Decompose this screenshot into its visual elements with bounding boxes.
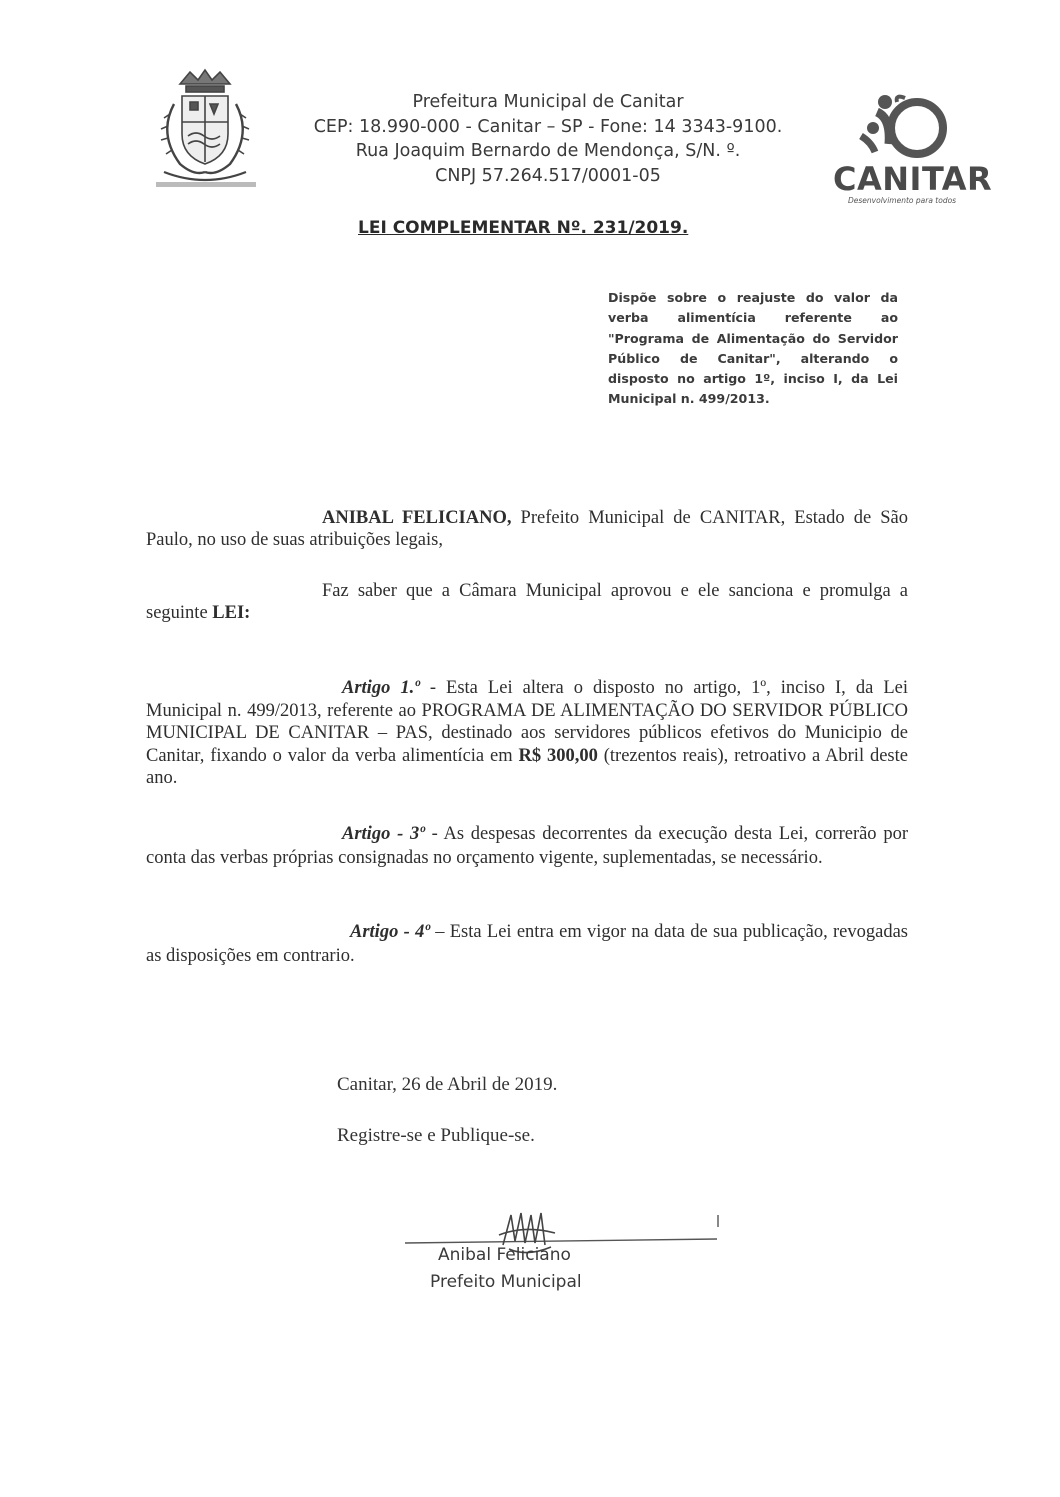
signatory-name: Anibal Feliciano [438,1245,571,1265]
cnpj-line: CNPJ 57.264.517/0001-05 [435,165,661,186]
article-3-label: Artigo - 3º [342,824,425,844]
mayor-text: Prefeito Municipal de CANITAR, Estado de São Paulo, no uso de suas atribuições legais, [146,508,908,550]
law-title: LEI COMPLEMENTAR Nº. 231/2019. [358,218,689,238]
signatory-role: Prefeito Municipal [430,1272,582,1292]
article-1 [146,677,908,790]
contact-line: CEP: 18.990-000 - Canitar – SP - Fone: 14 3343-9100. [313,116,783,137]
logo-wordmark: CANITAR [833,160,993,198]
enactment-paragraph [146,580,908,624]
article-1-label: Artigo 1.º [342,678,420,698]
header-block [278,90,818,188]
institution-name: Prefeitura Municipal de Canitar [412,92,684,112]
law-ementa: Dispõe sobre o reajuste do valor da verba alimentícia referente ao "Programa de Alimentação do Servidor Público de Canitar", alterando o disposto no artigo 1º, inciso I, da Lei Municipal n. 499/2013. [608,290,898,407]
enact-bold: LEI: [212,603,251,623]
address-line: Rua Joaquim Bernardo de Mendonça, S/N. º. [355,141,741,161]
article-1-text-b: (trezentos reais), retroativo a Abril deste ano. [146,745,908,788]
place-date: Canitar, 26 de Abril de 2019. [337,1074,558,1095]
article-3-text: - As despesas decorrentes da execução desta Lei, correrão por conta das verbas próprias consignadas no orçamento vigente, suplementadas, se necessário. [146,824,908,868]
article-4-label: Artigo - 4º [350,922,430,942]
enact-text: Faz saber que a Câmara Municipal aprovou e ele sanciona e promulga a seguinte [146,581,908,623]
coat-of-arms-icon [150,64,260,189]
article-3 [146,822,908,870]
article-1-text-a: - Esta Lei altera o disposto no artigo, 1º, inciso I, da Lei Municipal n. 499/2013, referente ao PROGRAMA DE ALIMENTAÇÃO DO SERVIDOR PÚBLICO MUNICIPAL DE CANITAR – PAS, destinado aos servidores públicos efetivos do Municipio de Canitar, fixando o valor da verba alimentícia em [146,678,908,766]
logo-tagline: Desenvolvimento para todos [848,196,957,205]
article-4-text: – Esta Lei entra em vigor na data de sua publicação, revogadas as disposições em contrario. [146,922,909,966]
register-line: Registre-se e Publique-se. [337,1125,535,1146]
mayor-name: ANIBAL FELICIANO, [322,508,512,528]
preamble-paragraph [146,507,908,551]
article-4 [146,920,908,968]
article-1-amount: R$ 300,00 [518,745,598,766]
